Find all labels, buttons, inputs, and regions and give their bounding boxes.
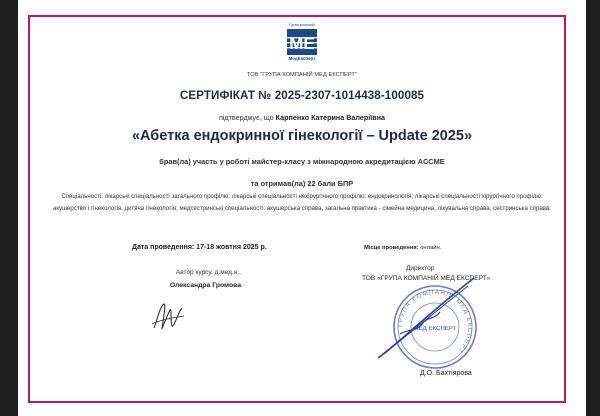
director-name: Д.О. Бахтіярова [420, 370, 472, 377]
logo-name: МедЕксперт [288, 56, 316, 61]
event-place [364, 245, 441, 251]
course-title: «Абетка ендокринної гінекології – Update 2025» [131, 128, 473, 144]
director-org: ТОВ «ГРУПА КОМПАНІЙ МЕД ЕКСПЕРТ» [362, 275, 491, 282]
points-text: та отримав(ла) 22 бали БПР [250, 179, 354, 188]
place-value: онлайн. [420, 245, 442, 251]
company-logo [267, 23, 337, 61]
certificate-title: СЕРТИФІКАТ № 2025-2307-1014438-100085 [179, 89, 425, 102]
place-label: Місце проведення: [364, 245, 419, 251]
confirms-prefix: підтверджує, що [218, 113, 274, 122]
certificate-sheet [18, 0, 586, 416]
director-signature-icon [370, 272, 480, 362]
company-name: ТОВ "ГРУПА КОМПАНІЙ МЕД ЕКСПЕРТ" [247, 72, 357, 78]
event-date: Дата проведення: 17-18 жовтня 2025 р. [132, 244, 267, 251]
author-name: Олександра Громова [169, 282, 241, 289]
confirmation-line [18, 113, 586, 122]
logo-mark-text: МЕ [289, 34, 315, 53]
author-role: Автор курсу, д.мед.н., [175, 269, 241, 276]
seal-ring-text: ГРУПА КОМПАНІЙ МЕД ЕКСПЕРТ [396, 288, 474, 355]
specialties-text: Спеціальності: лікарські спеціальності загального профілю; лікарські спеціальності нехірургічного профілю: ендокринологія; лікарські спеціальності хірургічного профілю: акушерство і гінекологія, дитяча гінекологія; медсестринські спеціальності: акушерська справа, загальна практика - сімейна медицина, лікувальна справа, сестринська справа. [52, 193, 551, 213]
seal-center-text: МЕД ЕКСПЕРТ [413, 326, 457, 332]
director-role: Директор [406, 265, 435, 272]
logo-tagline: Група компаній [289, 23, 315, 27]
author-signature-icon [148, 298, 188, 336]
logo-mark-icon [287, 29, 317, 55]
participation-text: брав(ла) участь у роботі майстер-класу з міжнародною акредитацією ACCME [159, 157, 445, 166]
recipient-name: Карпенко Катерина Валеріївна [275, 113, 386, 122]
